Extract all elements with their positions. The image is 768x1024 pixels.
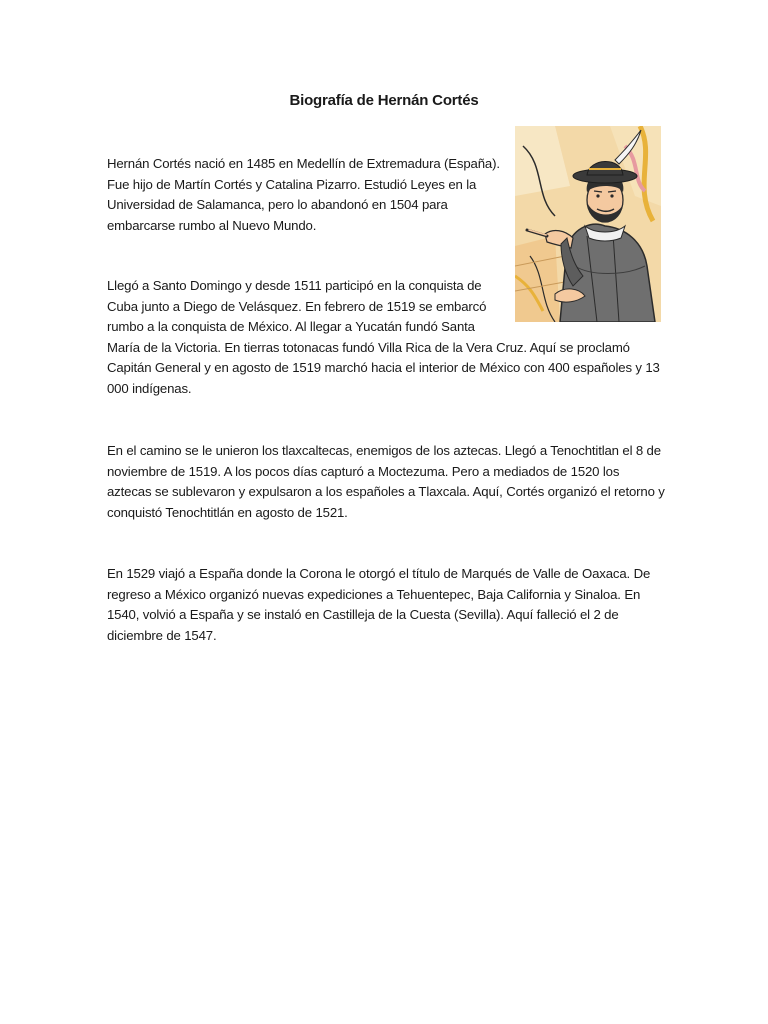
paragraph-tenochtitlan: En el camino se le unieron los tlaxcaltecas, enemigos de los aztecas. Llegó a Tenochtitlan el 8 de noviembre de 1519. A los pocos días capturó a Moctezuma. Pero a mediados de 1520 los aztecas se sublevaron y expulsaron a los españoles a Tlaxcala. Aquí, Cortés organizó el retorno y conquistó Tenochtitlán en agosto de 1521. <box>107 443 665 520</box>
paragraph-later-life: En 1529 viajó a España donde la Corona le otorgó el título de Marqués de Valle de Oaxaca. De regreso a México organizó nuevas expediciones a Tehuentepec, Baja California y Sinaloa. En 1540, volvió a España y se instaló en Castilleja de la Cuesta (Sevilla). Aquí falleció el 2 de diciembre de 1547. <box>107 566 651 643</box>
page-title: Biografía de Hernán Cortés <box>289 92 479 109</box>
paragraph-birth: Hernán Cortés nació en 1485 en Medellín de Extremadura (España). Fue hijo de Martín Cortés y Catalina Pizarro. Estudió Leyes en la Universidad de Salamanca, pero lo abandonó en 1504 para embarcarse rumbo al Nuevo Mundo. <box>107 156 500 233</box>
image-wrap-spacer <box>492 276 667 318</box>
paragraph-conquest-text: Llegó a Santo Domingo y desde 1511 participó en la conquista de Cuba junto a Diego de Velásquez. En febrero de 1519 se embarcó rumbo a la conquista de México. Al llegar a Yucatán fundó Santa María de la Victoria. En tierras totonacas fundó Villa Rica de la Vera Cruz. Aquí se proclamó Capitán General y en agosto de 1519 marchó hacia el interior de México con 400 españoles y 13 000 indígenas. <box>107 278 660 396</box>
paragraph-conquest <box>107 276 667 400</box>
